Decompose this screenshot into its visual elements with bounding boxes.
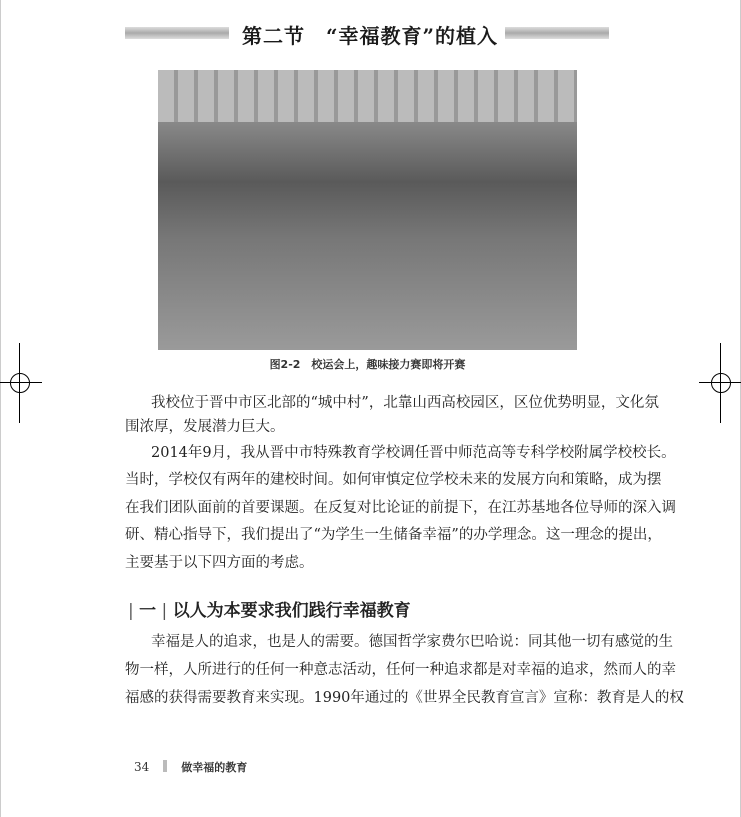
text-line: 主要基于以下四方面的考虑。	[125, 555, 314, 571]
text-line: 围浓厚，发展潜力巨大。	[125, 419, 285, 435]
text-line: 幸福是人的追求，也是人的需要。德国哲学家费尔巴哈说：同其他一切有感觉的生	[151, 634, 673, 650]
crop-mark-icon	[0, 363, 40, 403]
text-line: 研、精心指导下，我们提出了“为学生一生储备幸福”的办学理念。这一理念的提出，	[125, 527, 662, 543]
text-line: 我校位于晋中市区北部的“城中村”，北靠山西高校园区，区位优势明显，文化氛	[151, 395, 659, 411]
text-line: 2014年9月，我从晋中市特殊教育学校调任晋中师范高等专科学校附属学校校长。	[151, 445, 676, 461]
text-line: 物一样，人所进行的任何一种意志活动，任何一种追求都是对幸福的追求，然而人的幸	[125, 662, 676, 678]
page-footer	[134, 759, 247, 775]
text-line: 当时，学校仅有两年的建校时间。如何审慎定位学校未来的发展方向和策略，成为摆	[125, 472, 662, 488]
text-line: 福感的获得需要教育来实现。1990年通过的《世界全民教育宣言》宣称：教育是人的权	[125, 690, 684, 706]
text-line: 在我们团队面前的首要课题。在反复对比论证的前提下，在江苏基地各位导师的深入调	[125, 500, 676, 516]
page-edge	[0, 0, 1, 817]
section-title: 第二节 “幸福教育”的植入	[241, 24, 498, 48]
subsection-title: 以人为本要求我们践行幸福教育	[172, 601, 411, 621]
page-number: 34	[134, 760, 150, 774]
book-title: 做幸福的教育	[181, 761, 248, 774]
photo-children-relay	[158, 70, 577, 350]
subsection-heading: | 一 | 以人为本要求我们践行幸福教育	[128, 601, 411, 621]
title-decor-bar-right	[505, 27, 609, 39]
footer-separator	[163, 760, 167, 772]
figure-caption: 图2-2 校运会上，趣味接力赛即将开赛	[269, 358, 466, 371]
crop-mark-icon	[701, 363, 741, 403]
subsection-number: 一	[139, 601, 157, 621]
title-decor-bar-left	[125, 27, 229, 39]
